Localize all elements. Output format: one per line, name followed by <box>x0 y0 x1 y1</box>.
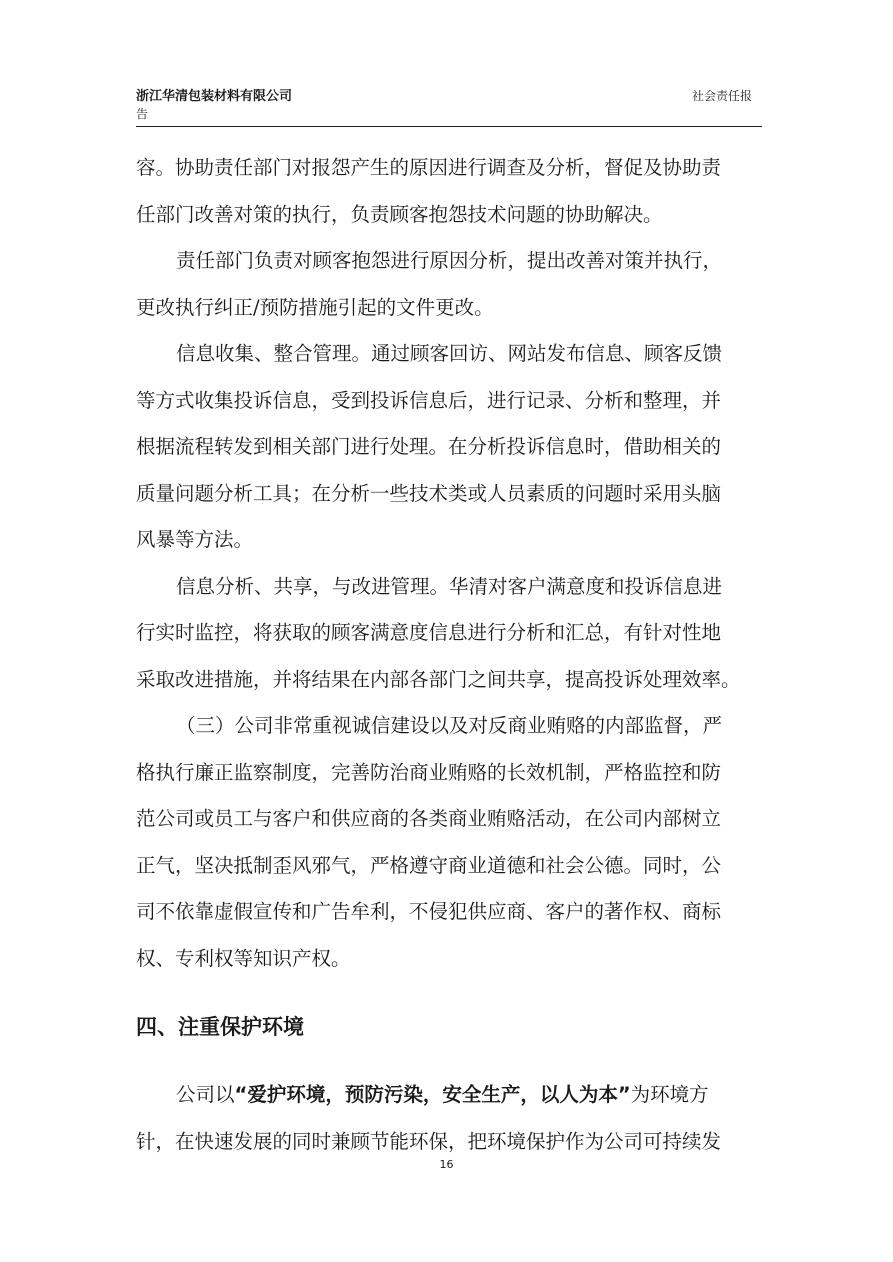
text-line: 针，在快速发展的同时兼顾节能环保，把环境保护作为公司可持续发 <box>136 1129 722 1153</box>
text-line: 信息收集、整合管理。通过顾客回访、网站发布信息、顾客反馈 <box>176 342 723 365</box>
paragraph-info-analysis <box>136 564 762 704</box>
body-text <box>136 145 762 982</box>
text-line: 等方式收集投诉信息，受到投诉信息后，进行记录、分析和整理，并 <box>136 388 722 412</box>
text-line: 格执行廉正监察制度，完善防治商业贿赂的长效机制，严格监控和防 <box>136 760 722 784</box>
text-line: 信息分析、共享，与改进管理。华清对客户满意度和投诉信息进 <box>176 574 723 598</box>
text-line: 权、专利权等知识产权。 <box>136 946 351 970</box>
text-line: 范公司或员工与客户和供应商的各类商业贿赂活动，在公司内部树立 <box>136 807 722 830</box>
text-line <box>136 1072 762 1119</box>
page-number: 16 <box>439 1158 454 1171</box>
paragraph-complaint-cause <box>136 145 762 238</box>
text-line: 司不依靠虚假宣传和广告牟利，不侵犯供应商、客户的著作权、商标 <box>136 900 722 923</box>
env-suffix: 为环境方 <box>630 1083 709 1106</box>
text-line: （三）公司非常重视诚信建设以及对反商业贿赂的内部监督，严 <box>176 714 723 737</box>
text-line: 容。协助责任部门对报怨产生的原因进行调查及分析，督促及协助责 <box>136 156 722 179</box>
section-heading: 四、注重保护环境 <box>136 1015 304 1039</box>
text-line: 风暴等方法。 <box>136 528 254 551</box>
env-policy-quote: “爱护环境，预防污染，安全生产，以人为本” <box>234 1083 631 1106</box>
text-line: 根据流程转发到相关部门进行处理。在分析投诉信息时，借助相关的 <box>136 435 722 458</box>
paragraph-info-collection <box>136 331 762 564</box>
page-header <box>136 86 762 127</box>
header-report-title-wrap: 告 <box>136 107 149 121</box>
header-company-name: 浙江华清包装材料有限公司 <box>136 89 293 104</box>
text-line: 采取改进措施，并将结果在内部各部门之间共享，提高投诉处理效率。 <box>136 667 741 691</box>
text-line: 责任部门负责对顾客抱怨进行原因分析，提出改善对策并执行， <box>176 249 723 272</box>
text-line: 行实时监控，将获取的顾客满意度信息进行分析和汇总，有针对性地 <box>136 621 722 644</box>
text-line: 质量问题分析工具；在分析一些技术类或人员素质的问题时采用头脑 <box>136 481 722 505</box>
text-line: 更改执行纠正/预防措施引起的文件更改。 <box>136 295 494 319</box>
env-prefix: 公司以 <box>176 1083 235 1106</box>
environment-paragraph <box>136 1072 762 1165</box>
paragraph-responsible-dept <box>136 238 762 331</box>
header-report-title: 社会责任报 <box>691 89 752 103</box>
text-line: 正气，坚决抵制歪风邪气，严格遵守商业道德和社会公德。同时，公 <box>136 853 722 877</box>
paragraph-anti-bribery <box>136 703 762 982</box>
text-line: 任部门改善对策的执行，负责顾客抱怨技术问题的协助解决。 <box>136 202 663 226</box>
